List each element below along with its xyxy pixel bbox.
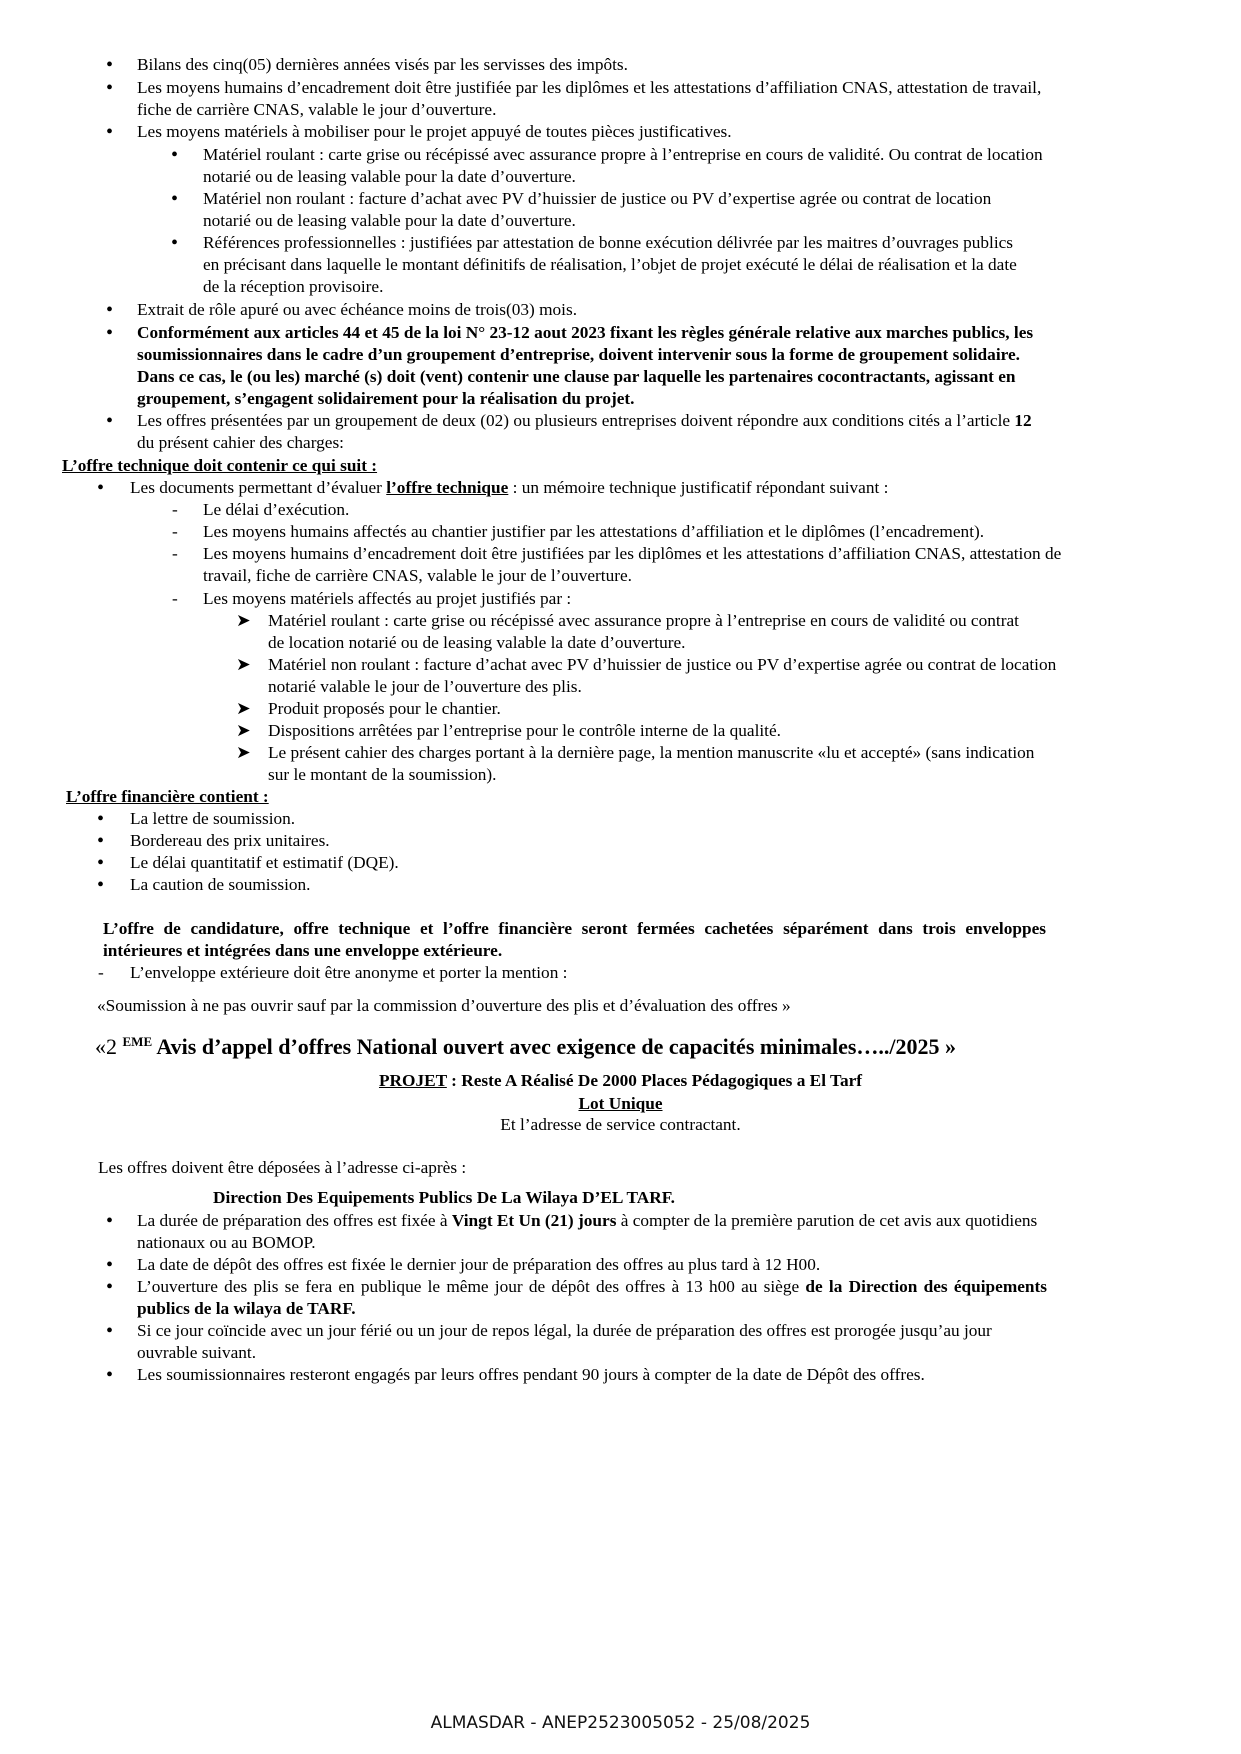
depot-address: Direction Des Equipements Publics De La Wilaya D’EL TARF.	[213, 1188, 676, 1207]
depot-intro: Les offres doivent être déposées à l’adresse ci-après :	[98, 1158, 467, 1177]
dash-icon: -	[172, 500, 178, 519]
bullet-icon	[97, 808, 117, 831]
page-footer: ALMASDAR - ANEP2523005052 - 25/08/2025	[430, 1713, 811, 1733]
dash-icon: -	[172, 522, 178, 541]
arrowhead-icon: ➤	[236, 699, 251, 718]
bullet-icon	[171, 188, 191, 211]
bullet-icon	[106, 322, 126, 345]
lot-unique: Lot Unique	[578, 1094, 663, 1113]
adresse-service: Et l’adresse de service contractant.	[500, 1115, 741, 1134]
dash-icon: -	[98, 963, 104, 982]
bullet-icon	[106, 1320, 126, 1343]
bullet-icon	[106, 77, 126, 100]
bullet-icon	[106, 1276, 126, 1299]
bullet-icon	[106, 1210, 126, 1233]
bullet-icon	[171, 232, 191, 255]
dash-icon: -	[172, 589, 178, 608]
section-heading-offre-financiere: L’offre financière contient :	[66, 787, 269, 806]
bullet-icon	[106, 1254, 126, 1277]
bullet-icon	[171, 144, 191, 167]
arrowhead-icon: ➤	[236, 743, 251, 762]
avis-title: «2 $^{EME}$ Avis d’appel d’offres National ouvert avec exigence de capacités minimales…../2025 »	[95, 1034, 957, 1059]
bullet-icon	[106, 1364, 126, 1387]
bullet-icon	[97, 852, 117, 875]
bullet-icon	[97, 830, 117, 853]
enveloppes-paragraph: L’offre de candidature, offre technique et l’offre financière seront fermées cachetées séparément dans trois enveloppes intérieures et intégrées dans une enveloppe extérieure.	[103, 919, 1046, 960]
mention-text: «Soumission à ne pas ouvrir sauf par la commission d’ouverture des plis et d’évaluation des offres »	[97, 996, 791, 1015]
projet-line: PROJET : Reste A Réalisé De 2000 Places Pédagogiques a El Tarf	[378, 1071, 863, 1090]
arrowhead-icon: ➤	[236, 655, 251, 674]
section-heading-offre-technique: L’offre technique doit contenir ce qui suit :	[62, 456, 378, 475]
bullet-icon	[106, 410, 126, 433]
bullet-icon	[97, 477, 117, 500]
dash-icon: -	[172, 544, 178, 563]
arrowhead-icon: ➤	[236, 611, 251, 630]
arrowhead-icon: ➤	[236, 721, 251, 740]
document-page: • Bilans des cinq(05) dernières années visés par les servisses des impôts. • Les moyens humains d’encadrement doit être justifiée par les diplômes et les attestations d’affiliation CNAS, attestation de travail, fiche de carrière CNAS, valable le jour d’ouverture. • Les moyens matériels à mobiliser pour le projet appuyé de toutes pièces justificatives. • Matériel roulant : carte grise ou récépissé avec assurance propre à l’entreprise en cours de validité. Ou contrat de location notarié ou de leasing valable pour la date d’ouverture. • Matériel non roulant : facture d’achat avec PV d’huissier de justice ou PV d’expertise agrée ou contrat de location notarié ou de leasing valable pour la date d’ouverture. • Références professionnelles : justifiées par attestation de bonne exécution délivrée par les maitres d’ouvrages publics en précisant dans laquelle le montant définitifs de réalisation, l’objet de projet exécuté le délai de réalisation et la date de la réception provisoire. • Extrait de rôle apuré ou avec échéance moins de trois(03) mois. • Conformément aux articles 44 et 45 de la loi N° 23-12 aout 2023 fixant les règles générale relative aux marches publics, les soumissionnaires dans le cadre d’un groupement d’entreprise, doivent intervenir sous la forme de groupement solidaire. Dans ce cas, le (ou les) marché (s) doit (vent) contenir une clause par laquelle les partenaires cocontractants, agissant en groupement, s’engagent solidairement pour la réalisation du projet. • Les offres présentées par un groupement de deux (02) ou plusieurs entreprises doivent répondre aux conditions cités a l’article 12 du présent cahier des charges: L’offre technique doit contenir ce qui suit : • Les documents permettant d’évaluer l’offre technique : un mémoire technique justificatif répondant suivant : - Le délai d’exécution. - Les moyens humains affectés au chantier justifier par les attestations d’affiliation et le diplômes (l’encadrement). - Les moyens humains d’encadrement doit être justifiées par les diplômes et les attestations d’affiliation CNAS, attestation de travail, fiche de carrière CNAS, valable le jour de l’ouverture. - Les moyens matériels affectés au projet justifiés par : ➤ Matériel roulant : carte grise ou récépissé avec assurance propre à l’entreprise en cours de validité ou contrat de location notarié ou de leasing valable la date d’ouverture. ➤ Matériel non roulant : facture d’achat avec PV d’huissier de justice ou PV d’expertise agrée ou contrat de location notarié valable le jour de l’ouverture des plis. ➤ Produit proposés pour le chantier. ➤ Dispositions arrêtées par l’entreprise pour le contrôle interne de la qualité. ➤ Le présent cahier des charges portant à la dernière page, la mention manuscrite «lu et accepté» (sans indication sur le montant de la soumission). L’offre financière contient : • La lettre de soumission. • Bordereau des prix unitaires. • Le délai quantitatif et estimatif (DQE). • La caution de soumission. L’offre de candidature, offre technique et l’offre financière seront fermées cachetées séparément dans trois enveloppes intérieures et intégrées dans une enveloppe extérieure. - L’enveloppe extérieure doit être anonyme et porter la mention : «Soumission à ne pas ouvrir sauf par la commission d’ouverture des plis et d’évaluation des offres » «2 $^{EME}$ Avis d’appel d’offres National ouvert avec exigence de capacités minimales…../2025 » PROJET : Reste A Réalisé De 2000 Places Pédagogiques a El Tarf Lot Unique Et l’adresse de service contractant. Les offres doivent être déposées à l’adresse ci-après : Direction Des Equipements Publics De La Wilaya D’EL TARF. • La durée de préparation des offres est fixée à Vingt Et Un (21) jours à compter de la première parution de cet avis aux quotidiens nationaux ou au BOMOP. • La date de dépôt des offres est fixée le dernier jour de préparation des offres au plus tard à 12 H00. • L’ouverture des plis se fera en publique le même jour de dépôt des offres à 13 h00 au siège de la Direction des équipements publics de la wilaya de TARF. • Si ce jour coïncide avec un jour férié ou un jour de repos légal, la durée de préparation des offres est prorogée jusqu’au jour ouvrable suivant. • Les soumissionnaires resteront engagés par leurs offres pendant 90 jours à compter de la date de Dépôt des offres. ALMASDAR - ANEP2523005052 - 25/08/2025	[0, 0, 1241, 1754]
bullet-icon	[97, 874, 117, 897]
bullet-icon	[106, 299, 126, 322]
bullet-icon	[106, 121, 126, 144]
bullet-icon	[106, 54, 126, 77]
